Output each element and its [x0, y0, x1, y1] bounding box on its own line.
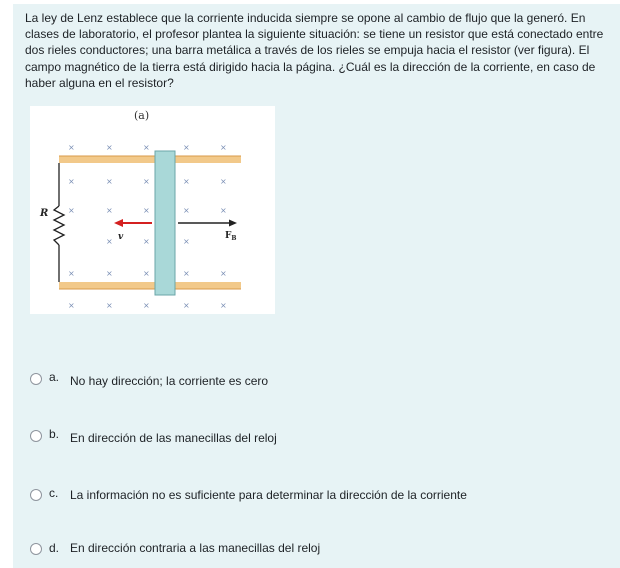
option-a[interactable] [30, 370, 590, 390]
option-c-radio[interactable] [30, 489, 42, 501]
svg-text:×: × [183, 301, 190, 310]
bottom-rail [59, 282, 241, 289]
svg-text:×: × [68, 143, 75, 152]
svg-text:×: × [106, 301, 113, 310]
resistor [54, 206, 64, 245]
svg-text:×: × [143, 143, 150, 152]
svg-text:×: × [106, 206, 113, 215]
option-d-radio[interactable] [30, 543, 42, 555]
option-b[interactable] [30, 427, 590, 447]
svg-text:×: × [68, 301, 75, 310]
top-rail [59, 156, 241, 163]
svg-text:×: × [106, 269, 113, 278]
option-a-radio[interactable] [30, 373, 42, 385]
svg-text:×: × [220, 177, 227, 186]
option-d-letter: d. [49, 541, 60, 555]
lenz-figure [30, 106, 275, 314]
velocity-arrowhead [114, 219, 123, 227]
svg-text:×: × [143, 301, 150, 310]
option-c-text: La información no es suficiente para determinar la dirección de la corriente [70, 488, 467, 502]
option-b-letter: b. [49, 427, 60, 441]
svg-text:×: × [68, 269, 75, 278]
option-d[interactable] [30, 540, 590, 560]
panel-label: (a) [134, 109, 150, 122]
svg-text:×: × [143, 206, 150, 215]
svg-text:×: × [143, 177, 150, 186]
svg-text:×: × [106, 143, 113, 152]
question-text: La ley de Lenz establece que la corriente inducida siempre se opone al cambio de flujo que la generó. En clases de laboratorio, el profesor plantea la siguiente situación: se tiene un resistor que está conectado entre dos rieles conductores; una barra metálica a través de los rieles se empuja hacia el resistor (ver figura). El campo magnético de la tierra está dirigido hacia la página. ¿Cuál es la dirección de la corriente, en caso de haber alguna en el resistor? [25, 11, 604, 90]
resistor-label: R [40, 208, 49, 219]
option-b-text: En dirección de las manecillas del reloj [70, 431, 277, 445]
option-a-letter: a. [49, 370, 60, 384]
svg-text:×: × [68, 206, 75, 215]
force-label: $F_B$ [225, 231, 237, 242]
svg-text:×: × [220, 301, 227, 310]
force-arrowhead [229, 220, 237, 227]
svg-text:×: × [106, 237, 113, 246]
metal-bar [155, 151, 175, 295]
option-c-letter: c. [49, 486, 59, 500]
figure-svg [30, 106, 275, 314]
svg-text:×: × [106, 177, 113, 186]
option-c[interactable] [30, 486, 590, 506]
svg-text:×: × [143, 269, 150, 278]
svg-text:×: × [183, 206, 190, 215]
svg-text:×: × [183, 143, 190, 152]
svg-text:×: × [68, 177, 75, 186]
svg-text:×: × [183, 269, 190, 278]
svg-text:×: × [183, 237, 190, 246]
svg-text:×: × [220, 206, 227, 215]
velocity-label: v [118, 232, 124, 242]
option-d-text: En dirección contraria a las manecillas del reloj [70, 541, 321, 555]
svg-text:×: × [220, 143, 227, 152]
svg-text:×: × [220, 269, 227, 278]
svg-text:×: × [183, 177, 190, 186]
option-b-radio[interactable] [30, 430, 42, 442]
svg-text:×: × [143, 237, 150, 246]
option-a-text: No hay dirección; la corriente es cero [70, 374, 269, 388]
